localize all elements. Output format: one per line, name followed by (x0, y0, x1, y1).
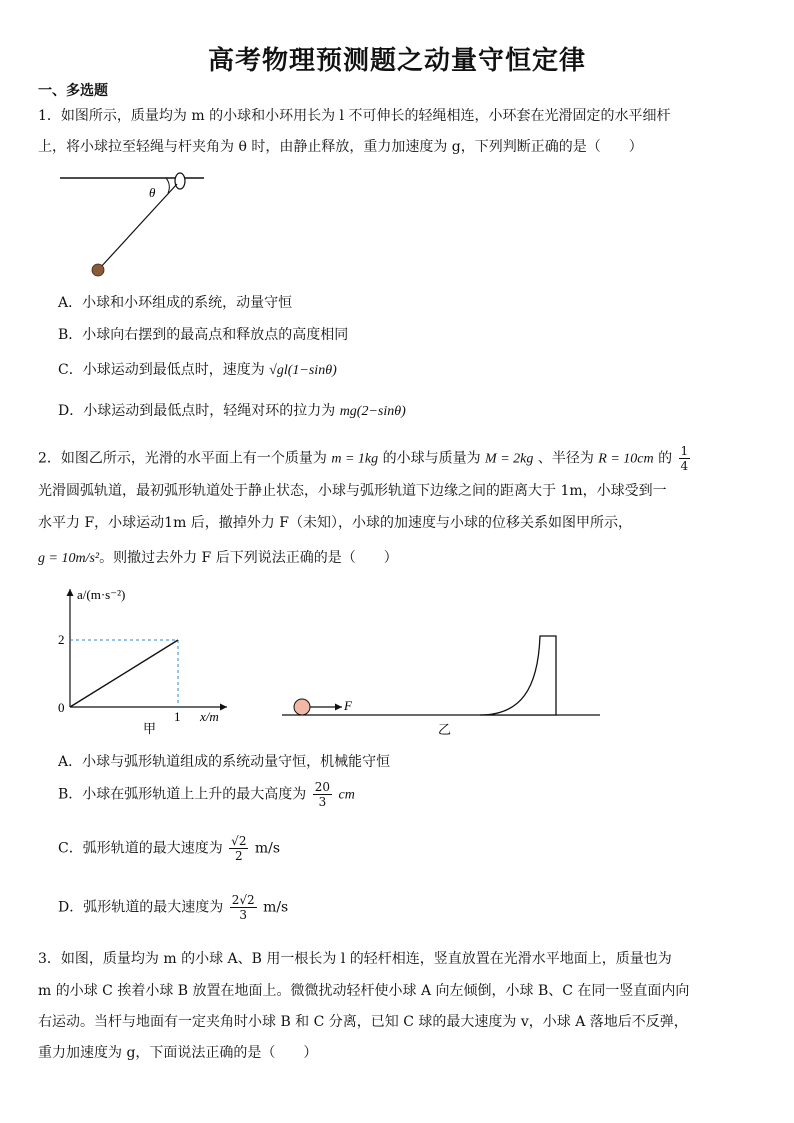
q1-option-c-expr: √gl(1−sinθ) (269, 363, 337, 378)
q2-option-d: D．弧形轨道的最大速度为 $\frac{2√2}{3}$ m/s (58, 893, 289, 922)
q2-graph-jia (55, 585, 235, 735)
q2-gravity: g = 10m/s² (38, 551, 100, 566)
theta-label: θ (149, 185, 156, 200)
q1-option-b: B．小球向右摆到的最高点和释放点的高度相同 (58, 327, 349, 343)
q1-line1: 1．如图所示，质量均为 m 的小球和小环用长为 l 不可伸长的轻绳相连，小环套在光滑固定的水平细杆 (38, 108, 671, 124)
q2-option-a: A．小球与弧形轨道组成的系统动量守恒，机械能守恒 (58, 754, 391, 770)
graph-tick-x: 1 (174, 709, 181, 724)
q2-option-b: B．小球在弧形轨道上上升的最大高度为 $\frac{20}{3}$ cm (58, 780, 355, 809)
q2-option-c: C．弧形轨道的最大速度为 $\frac{√2}{2}$ m/s (58, 834, 281, 863)
graph-x-label: x/m (200, 709, 219, 724)
graph-caption: 甲 (143, 721, 157, 736)
q2-radius: R = 10cm (598, 451, 654, 467)
q2-mass-M: M = 2kg (485, 451, 534, 467)
q2-line3: 水平力 F，小球运动1m 后，撤掉外力 F（未知），小球的加速度与小球的位移关系如图甲所示， (38, 515, 632, 531)
q2-line1: 2．如图乙所示，光滑的水平面上有一个质量为 m = 1kg 的小球与质量为 M = 2kg 、半径为 R = 10cm 的 $\frac{1}{4}$ (38, 444, 689, 473)
page-title: 高考物理预测题之动量守恒定律 (207, 46, 586, 76)
ball (92, 264, 104, 276)
graph-y-label: a/(m·s⁻²) (77, 587, 126, 602)
q3-line3: 右运动。当杆与地面有一定夹角时小球 B 和 C 分离，已知 C 球的最大速度为 v，小球 A 落地后不反弹， (38, 1014, 688, 1030)
q1-figure-pendulum (58, 168, 218, 278)
q1-option-d-expr: mg(2−sinθ) (339, 404, 406, 419)
q3-line4: 重力加速度为 g，下面说法正确的是（ ） (38, 1045, 318, 1061)
arc-track (480, 636, 556, 715)
q3-line2: m 的小球 C 挨着小球 B 放置在地面上。微微扰动轻杆使小球 A 向左倾倒，小球 B、C 在同一竖直面内向 (38, 983, 690, 999)
q2-line4: g = 10m/s²。则撤过去外力 F 后下列说法正确的是（ ） (38, 550, 398, 566)
rope (100, 184, 177, 268)
q1-line2: 上，将小球拉至轻绳与杆夹角为 θ 时，由静止释放，重力加速度为 g，下列判断正确的是（ ） (38, 139, 643, 155)
q1-option-c (58, 360, 337, 381)
q2-option-b-fraction: $\frac{20}{3}$ (314, 780, 331, 809)
q2-line2: 光滑圆弧轨道，最初弧形轨道处于静止状态，小球与弧形轨道下边缘之间的距离大于 1m，小球受到一 (38, 483, 667, 499)
q2-figure-yi (280, 630, 605, 745)
figure-caption: 乙 (438, 722, 452, 737)
q2-mass-m: m = 1kg (331, 451, 379, 467)
q2-option-c-fraction: $\frac{√2}{2}$ (231, 834, 247, 863)
graph-data-line (70, 640, 178, 707)
q1-option-a: A．小球和小环组成的系统，动量守恒 (58, 295, 293, 311)
force-label: F (344, 698, 352, 713)
q1-option-d-text: D．小球运动到最低点时，轻绳对环的拉力为 (58, 403, 336, 419)
q1-option-d (58, 401, 406, 422)
q2-option-d-fraction: $\frac{2√2}{3}$ (231, 893, 255, 922)
section-heading: 一、多选题 (38, 83, 108, 99)
graph-origin-label: 0 (58, 700, 65, 715)
q1-option-c-text: C．小球运动到最低点时，速度为 (58, 362, 265, 378)
ball (294, 699, 310, 715)
graph-tick-y: 2 (58, 632, 65, 647)
q3-line1: 3．如图，质量均为 m 的小球 A、B 用一根长为 l 的轻杆相连，竖直放置在光滑水平地面上，质量也为 (38, 951, 672, 967)
q2-quarter-fraction: $\frac{1}{4}$ (680, 444, 689, 473)
angle-arc (166, 178, 169, 193)
ring (175, 173, 185, 189)
